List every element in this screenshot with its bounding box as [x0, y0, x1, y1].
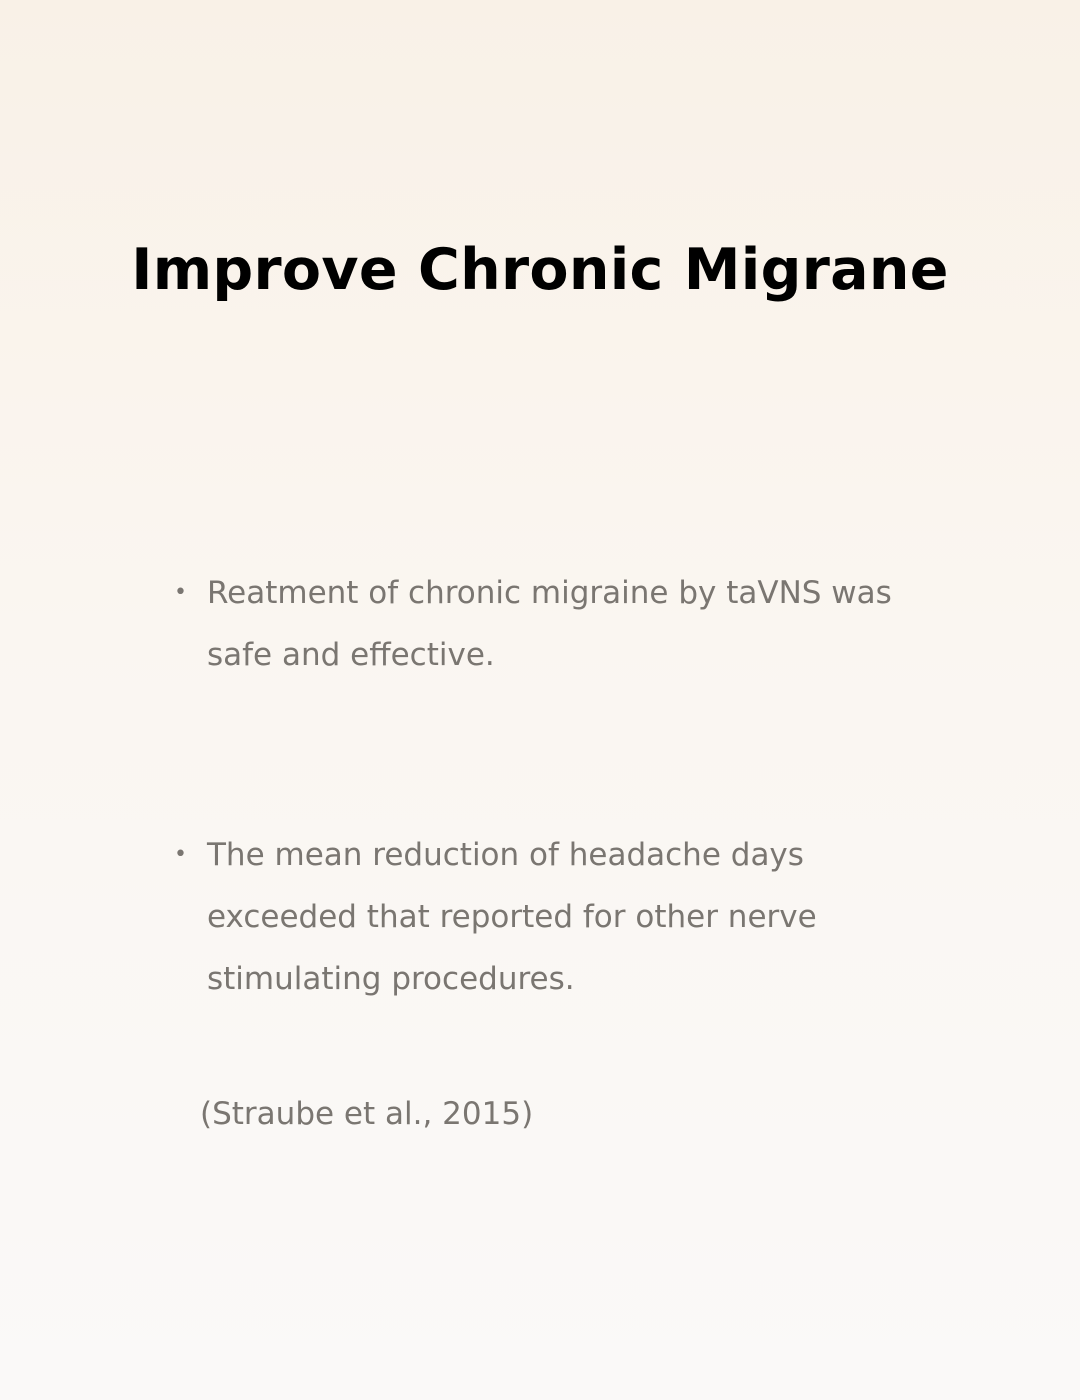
bullet-dot-icon: •: [174, 842, 187, 867]
page-title: Improve Chronic Migrane: [131, 237, 949, 303]
list-item: [174, 562, 914, 686]
bullet-text: Reatment of chronic migraine by taVNS was safe and effective.: [207, 575, 892, 673]
citation: (Straube et al., 2015): [200, 1096, 534, 1132]
bullet-text: The mean reduction of headache days exceeded that reported for other nerve stimulating procedures.: [207, 837, 817, 997]
bullet-dot-icon: •: [174, 580, 187, 605]
list-item: [174, 824, 914, 1010]
